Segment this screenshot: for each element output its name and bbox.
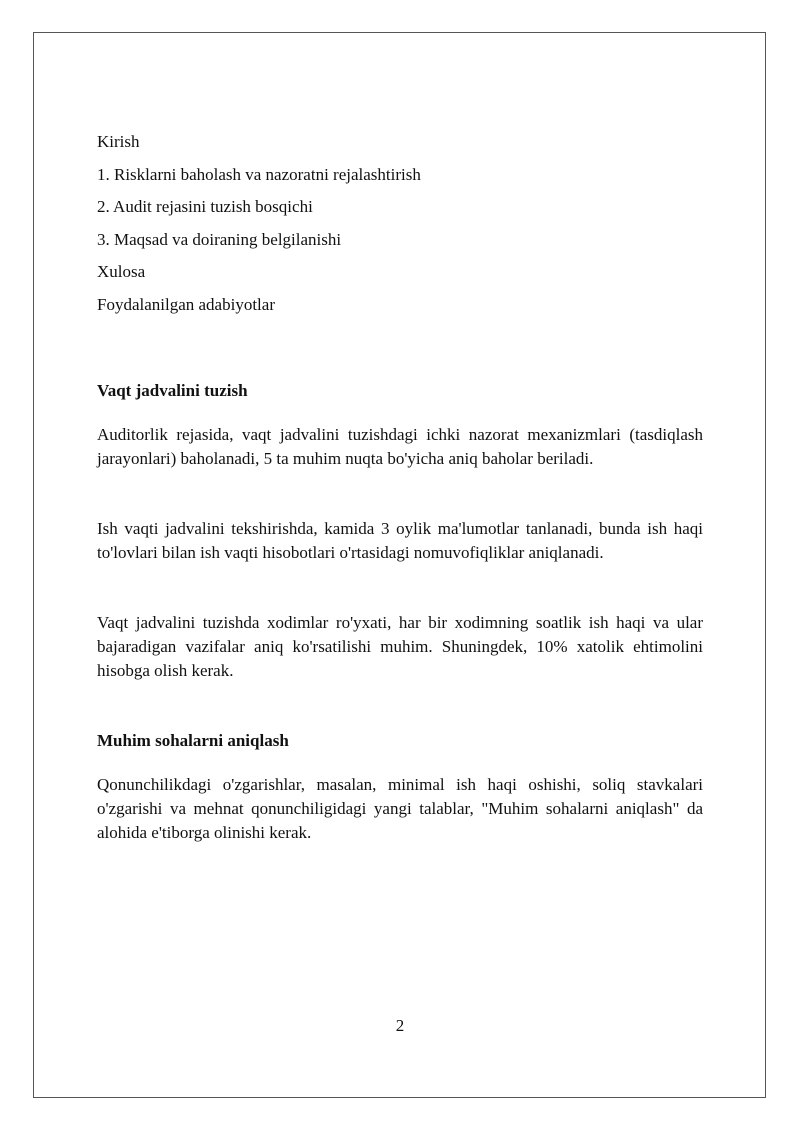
toc-item-references: Foydalanilgan adabiyotlar xyxy=(97,294,275,314)
toc-item-3: 3. Maqsad va doiraning belgilanishi xyxy=(97,229,342,249)
toc-item-conclusion: Xulosa xyxy=(97,262,146,281)
paragraph: Vaqt jadvalini tuzishda xodimlar ro'yxati, har bir xodimning soatlik ish haqi va ular bajaradigan vazifalar aniq ko'rsatilishi muhim. Shuningdek, 10% xatolik ehtimolini hisobga olish kerak. xyxy=(97,613,703,680)
paragraph: Qonunchilikdagi o'zgarishlar, masalan, minimal ish haqi oshishi, soliq stavkalari o'zgarishi va mehnat qonunchiligidagi yangi talablar, "Muhim sohalarni aniqlash" da alohida e'tiborga olinishi kerak. xyxy=(97,775,703,842)
page-number: 2 xyxy=(395,1016,405,1035)
toc-item-2: 2. Audit rejasini tuzish bosqichi xyxy=(97,197,313,216)
section-heading-timesheet: Vaqt jadvalini tuzish xyxy=(97,381,248,400)
table-of-contents xyxy=(97,130,703,325)
section-heading-key-areas: Muhim sohalarni aniqlash xyxy=(97,731,289,750)
paragraph: Auditorlik rejasida, vaqt jadvalini tuzishdagi ichki nazorat mexanizmlari (tasdiqlash jarayonlari) baholanadi, 5 ta muhim nuqta bo'yicha aniq baholar beriladi. xyxy=(97,425,703,468)
toc-item-introduction: Kirish xyxy=(97,132,140,151)
toc-item-1: 1. Risklarni baholash va nazoratni rejalashtirish xyxy=(97,164,421,184)
paragraph: Ish vaqti jadvalini tekshirishda, kamida 3 oylik ma'lumotlar tanlanadi, bunda ish haqi to'lovlari bilan ish vaqti hisobotlari o'rtasidagi nomuvofiqliklar aniqlanadi. xyxy=(97,519,703,562)
document-body xyxy=(97,130,703,845)
